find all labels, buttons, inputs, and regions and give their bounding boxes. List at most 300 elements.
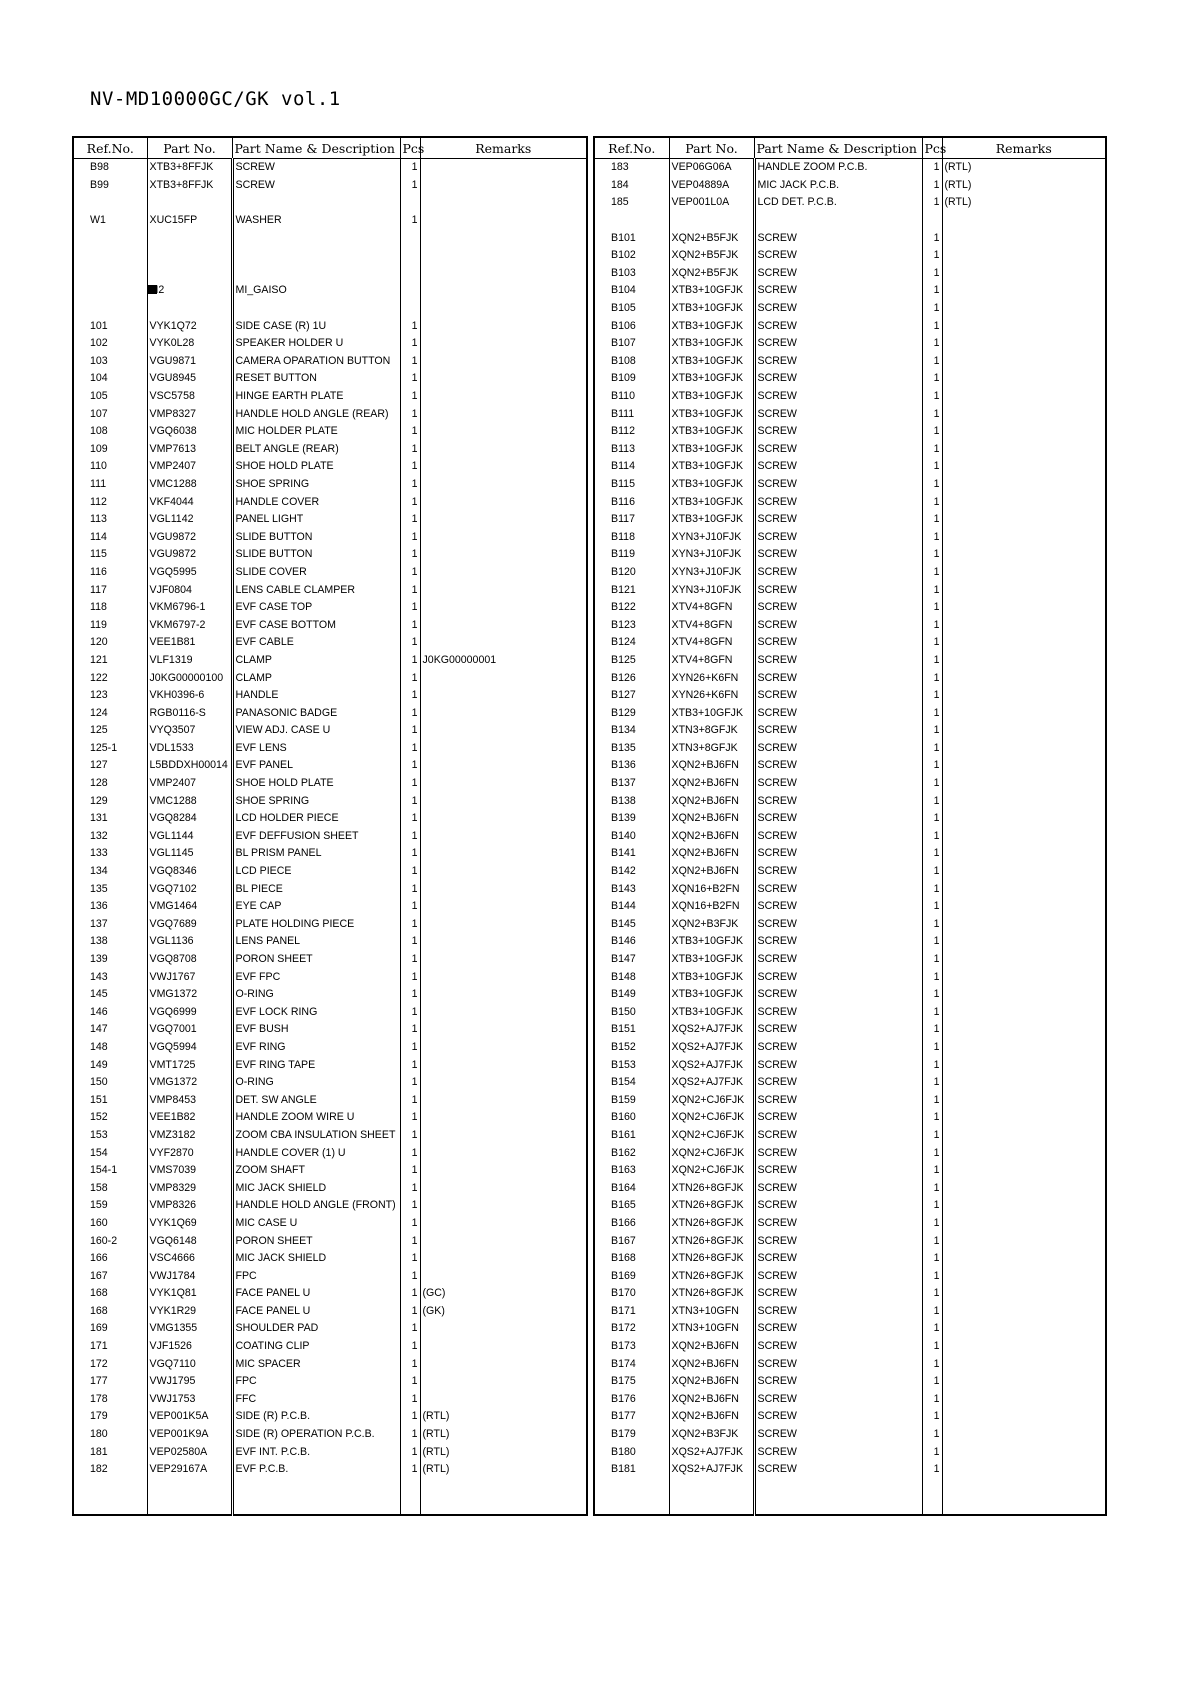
part-no-cell: XTB3+10GFJK [669,968,754,986]
remarks-cell [420,511,587,529]
part-no-cell: VKM6797-2 [147,616,232,634]
remarks-cell [420,564,587,582]
pcs-cell: 1 [922,1197,942,1215]
pcs-cell: 1 [922,722,942,740]
parts-table-left [72,136,588,1516]
description-cell [232,1479,400,1497]
pcs-cell: 1 [400,528,420,546]
description-cell: SCREW [754,476,922,494]
ref-no-cell: B170 [594,1285,669,1303]
pcs-cell: 1 [922,1004,942,1022]
pcs-cell [400,229,420,247]
remarks-cell [942,1197,1106,1215]
remarks-cell [420,792,587,810]
description-cell: MIC SPACER [232,1355,400,1373]
part-no-cell: VEP001K5A [147,1408,232,1426]
description-cell: LENS PANEL [232,933,400,951]
pcs-cell: 1 [400,757,420,775]
table-row [73,388,587,406]
description-cell: SCREW [754,740,922,758]
description-cell: SCREW [754,1461,922,1479]
pcs-cell: 1 [400,722,420,740]
part-no-cell [147,1479,232,1497]
pcs-cell: 1 [400,1074,420,1092]
remarks-cell [420,722,587,740]
description-cell: SCREW [754,1021,922,1039]
description-cell: PORON SHEET [232,1232,400,1250]
part-no-cell: XQN2+BJ6FN [669,845,754,863]
part-no-cell: VMC1288 [147,792,232,810]
remarks-cell [420,828,587,846]
ref-no-cell: 182 [73,1461,147,1479]
description-cell: SCREW [754,986,922,1004]
part-no-cell: XTB3+10GFJK [669,458,754,476]
description-cell: SCREW [232,177,400,195]
pcs-cell: 1 [400,405,420,423]
ref-no-cell: B113 [594,441,669,459]
ref-no-cell: 153 [73,1127,147,1145]
pcs-cell: 1 [400,1285,420,1303]
remarks-cell [942,933,1106,951]
ref-no-cell: B111 [594,405,669,423]
description-cell: SCREW [754,1091,922,1109]
part-no-cell: XQS2+AJ7FJK [669,1021,754,1039]
table-row [594,458,1106,476]
pcs-cell [400,282,420,300]
ref-no-cell: B143 [594,880,669,898]
table-row [594,863,1106,881]
remarks-cell [420,634,587,652]
ref-no-cell: B171 [594,1303,669,1321]
part-no-cell: XTB3+10GFJK [669,933,754,951]
description-cell: ZOOM SHAFT [232,1162,400,1180]
description-cell: SHOE SPRING [232,476,400,494]
remarks-cell [942,458,1106,476]
table-row [594,546,1106,564]
pcs-cell: 1 [922,1373,942,1391]
remarks-cell [942,212,1106,230]
description-cell: EVF CASE TOP [232,599,400,617]
table-row [594,1303,1106,1321]
ref-no-cell: 108 [73,423,147,441]
ref-no-cell: 178 [73,1391,147,1409]
table-row [73,1021,587,1039]
table-row [594,441,1106,459]
table-row [73,845,587,863]
table-row [73,1267,587,1285]
part-no-cell [669,1496,754,1515]
ref-no-cell: B174 [594,1355,669,1373]
pcs-cell: 1 [922,564,942,582]
pcs-cell: 1 [922,687,942,705]
part-no-cell: XQN16+B2FN [669,880,754,898]
table-row [594,951,1106,969]
table-row [594,1443,1106,1461]
description-cell: SCREW [754,634,922,652]
ref-no-cell: 143 [73,968,147,986]
ref-no-cell: 138 [73,933,147,951]
table-row [594,247,1106,265]
remarks-cell [420,1197,587,1215]
table-row [73,370,587,388]
part-no-cell: VGQ6999 [147,1004,232,1022]
pcs-cell: 1 [400,933,420,951]
ref-no-cell: B164 [594,1179,669,1197]
part-no-cell: VKF4044 [147,493,232,511]
remarks-cell [942,335,1106,353]
pcs-cell: 1 [400,1021,420,1039]
remarks-cell [420,863,587,881]
description-cell: FFC [232,1391,400,1409]
table-row [594,317,1106,335]
part-no-cell: VEE1B81 [147,634,232,652]
description-cell: BELT ANGLE (REAR) [232,441,400,459]
part-no-cell: XTB3+10GFJK [669,317,754,335]
table-row [73,986,587,1004]
description-cell: SCREW [754,1443,922,1461]
page-title: NV-MD10000GC/GK vol.1 [90,88,341,110]
description-cell: SCREW [754,968,922,986]
pcs-cell: 1 [400,1232,420,1250]
pcs-cell: 1 [400,1355,420,1373]
part-no-cell: XQN2+CJ6FJK [669,1109,754,1127]
pcs-cell: 1 [922,194,942,212]
part-no-cell: VMC1288 [147,476,232,494]
pcs-cell: 1 [922,247,942,265]
part-no-cell: XQN2+BJ6FN [669,1391,754,1409]
table-row [594,177,1106,195]
table-row [594,1127,1106,1145]
part-no-cell: VKM6796-1 [147,599,232,617]
remarks-cell [420,1091,587,1109]
table-row [73,458,587,476]
table-row [594,581,1106,599]
pcs-cell [400,1496,420,1515]
pcs-cell: 1 [400,458,420,476]
table-row [73,282,587,300]
pcs-cell: 1 [922,1250,942,1268]
pcs-cell: 1 [922,599,942,617]
pcs-cell: 1 [922,317,942,335]
table-row [594,933,1106,951]
remarks-cell [942,863,1106,881]
ref-no-cell: B176 [594,1391,669,1409]
description-cell: EVF P.C.B. [232,1461,400,1479]
part-no-cell: XTV4+8GFN [669,652,754,670]
table-row [594,370,1106,388]
pcs-cell: 1 [400,880,420,898]
pcs-cell: 1 [400,1162,420,1180]
ref-no-cell: B180 [594,1443,669,1461]
pcs-cell [400,265,420,283]
remarks-cell [420,845,587,863]
description-cell: SCREW [754,581,922,599]
part-no-cell [147,300,232,318]
part-no-cell: VGQ7689 [147,916,232,934]
description-cell: SCREW [754,247,922,265]
remarks-cell [420,476,587,494]
table-row [594,616,1106,634]
description-cell: SCREW [754,599,922,617]
remarks-cell [420,1074,587,1092]
table-row [73,581,587,599]
description-cell: EVF PANEL [232,757,400,775]
remarks-cell [942,353,1106,371]
part-no-cell: XQN2+BJ6FN [669,828,754,846]
part-no-cell: XTB3+10GFJK [669,951,754,969]
ref-no-cell [594,1479,669,1497]
table-row [594,229,1106,247]
ref-no-cell: 127 [73,757,147,775]
part-no-cell: VMP8326 [147,1197,232,1215]
table-row [594,1232,1106,1250]
pcs-cell: 1 [922,1461,942,1479]
pcs-cell: 1 [400,1091,420,1109]
ref-no-cell: B172 [594,1320,669,1338]
part-no-cell: RGB0116-S [147,704,232,722]
table-row [594,916,1106,934]
table-row [594,493,1106,511]
part-no-cell: XQS2+AJ7FJK [669,1039,754,1057]
part-no-cell: VEP02580A [147,1443,232,1461]
ref-no-cell: B129 [594,704,669,722]
description-cell: HANDLE COVER (1) U [232,1144,400,1162]
header-part: Part No. [669,137,754,159]
pcs-cell: 1 [400,1039,420,1057]
description-cell: SCREW [754,493,922,511]
remarks-cell [420,282,587,300]
part-no-cell: XQN2+B5FJK [669,247,754,265]
pcs-cell: 1 [922,370,942,388]
description-cell [754,1479,922,1497]
ref-no-cell: 118 [73,599,147,617]
ref-no-cell: B163 [594,1162,669,1180]
pcs-cell: 1 [922,581,942,599]
remarks-cell [942,1215,1106,1233]
remarks-cell [942,687,1106,705]
remarks-cell [420,159,587,177]
description-cell: SCREW [754,511,922,529]
part-no-cell: VGU9872 [147,546,232,564]
ref-no-cell [594,1496,669,1515]
table-row [73,1056,587,1074]
description-cell: SCREW [754,828,922,846]
part-no-cell: XTV4+8GFN [669,634,754,652]
part-no-cell: M2 [147,282,232,300]
table-row [594,1144,1106,1162]
part-no-cell [669,1479,754,1497]
remarks-cell [942,1056,1106,1074]
description-cell: CLAMP [232,669,400,687]
table-row [594,353,1106,371]
remarks-cell [420,370,587,388]
part-no-cell: XTB3+10GFJK [669,476,754,494]
pcs-cell: 1 [922,757,942,775]
pcs-cell: 1 [400,828,420,846]
description-cell: SCREW [754,1127,922,1145]
description-cell: SCREW [754,1267,922,1285]
ref-no-cell: 123 [73,687,147,705]
remarks-cell [420,493,587,511]
part-no-cell: XQN2+CJ6FJK [669,1144,754,1162]
ref-no-cell: B165 [594,1197,669,1215]
pcs-cell: 1 [400,1426,420,1444]
pcs-cell: 1 [400,704,420,722]
remarks-cell: (RTL) [944,196,972,209]
part-no-cell: VMT1725 [147,1056,232,1074]
table-row [594,1355,1106,1373]
pcs-cell: 1 [922,828,942,846]
description-cell: SHOE SPRING [232,792,400,810]
description-cell: SCREW [754,880,922,898]
part-no-cell: XTB3+10GFJK [669,1004,754,1022]
remarks-cell [420,1144,587,1162]
ref-no-cell: B119 [594,546,669,564]
table-row [594,405,1106,423]
part-no-cell: XTV4+8GFN [669,616,754,634]
ref-no-cell: B138 [594,792,669,810]
pcs-cell: 1 [922,1267,942,1285]
ref-no-cell: B177 [594,1408,669,1426]
description-cell: SIDE CASE (R) 1U [232,317,400,335]
part-no-cell: VGL1144 [147,828,232,846]
part-no-cell: XTN26+8GFJK [669,1250,754,1268]
ref-no-cell: B127 [594,687,669,705]
remarks-cell [942,423,1106,441]
remarks-cell [420,757,587,775]
part-no-cell: VMP8327 [147,405,232,423]
ref-no-cell: 167 [73,1267,147,1285]
part-no-cell: XQS2+AJ7FJK [669,1056,754,1074]
ref-no-cell [73,1496,147,1515]
pcs-cell: 1 [922,634,942,652]
part-no-cell: VSC4666 [147,1250,232,1268]
header-part: Part No. [147,137,232,159]
table-row [73,704,587,722]
pcs-cell: 1 [922,863,942,881]
table-row [594,1215,1106,1233]
remarks-cell [942,1426,1106,1444]
description-cell: SCREW [754,388,922,406]
pcs-cell: 1 [922,1091,942,1109]
table-row [594,634,1106,652]
pcs-cell [922,1496,942,1515]
table-row [594,1391,1106,1409]
part-no-cell: VGQ7102 [147,880,232,898]
ref-no-cell: B145 [594,916,669,934]
description-cell: SLIDE BUTTON [232,528,400,546]
ref-no-cell: B179 [594,1426,669,1444]
part-no-cell: XQN2+BJ6FN [669,1338,754,1356]
pcs-cell: 1 [922,1109,942,1127]
description-cell: MIC CASE U [232,1215,400,1233]
table-row [73,441,587,459]
ref-no-cell: B149 [594,986,669,1004]
remarks-cell [942,546,1106,564]
pcs-cell: 1 [400,1267,420,1285]
remarks-cell [942,229,1106,247]
description-cell: SCREW [754,528,922,546]
table-row [73,1179,587,1197]
table-row [73,863,587,881]
description-cell: FPC [232,1267,400,1285]
ref-no-cell: B106 [594,317,669,335]
ref-no-cell: B105 [594,300,669,318]
ref-no-cell: 183 [594,159,669,177]
ref-no-cell: B134 [594,722,669,740]
table-row [73,880,587,898]
table-row [594,1285,1106,1303]
table-row [594,300,1106,318]
pcs-cell: 1 [400,1215,420,1233]
table-row [594,1338,1106,1356]
table-row [73,740,587,758]
table-row [594,1461,1106,1479]
part-no-cell: XQN2+B5FJK [669,265,754,283]
pcs-cell: 1 [400,845,420,863]
remarks-cell [420,405,587,423]
pcs-cell: 1 [922,1426,942,1444]
remarks-cell [942,1285,1106,1303]
ref-no-cell: 139 [73,951,147,969]
pcs-cell: 1 [922,1285,942,1303]
description-cell [232,247,400,265]
part-no-cell: VGL1142 [147,511,232,529]
ref-no-cell: B162 [594,1144,669,1162]
remarks-cell [420,1004,587,1022]
remarks-cell [420,704,587,722]
pcs-cell: 1 [400,177,420,195]
remarks-cell [420,1109,587,1127]
ref-no-cell: 166 [73,1250,147,1268]
table-row [73,1461,587,1479]
table-row [73,968,587,986]
table-row [73,898,587,916]
pcs-cell: 1 [922,616,942,634]
description-cell: SCREW [754,1074,922,1092]
description-cell: DET. SW ANGLE [232,1091,400,1109]
description-cell: SLIDE BUTTON [232,546,400,564]
ref-no-cell: 107 [73,405,147,423]
pcs-cell: 1 [922,880,942,898]
description-cell: EVF INT. P.C.B. [232,1443,400,1461]
pcs-cell: 1 [400,353,420,371]
pcs-cell: 1 [400,1109,420,1127]
ref-no-cell [73,247,147,265]
table-row [73,476,587,494]
remarks-cell [942,528,1106,546]
ref-no-cell: 145 [73,986,147,1004]
description-cell: SCREW [754,951,922,969]
part-no-cell: XQN2+BJ6FN [669,810,754,828]
ref-no-cell: B153 [594,1056,669,1074]
ref-no-cell: 120 [73,634,147,652]
description-cell [754,1496,922,1515]
description-cell: SCREW [754,1004,922,1022]
pcs-cell: 1 [922,775,942,793]
description-cell: HANDLE [232,687,400,705]
table-row [73,1391,587,1409]
remarks-cell [420,1320,587,1338]
table-row [73,775,587,793]
ref-no-cell: B102 [594,247,669,265]
description-cell: LCD DET. P.C.B. [754,194,922,212]
table-row [73,1091,587,1109]
remarks-cell [420,1127,587,1145]
part-no-cell: XTN26+8GFJK [669,1179,754,1197]
remarks-cell [942,775,1106,793]
remarks-cell [942,511,1106,529]
